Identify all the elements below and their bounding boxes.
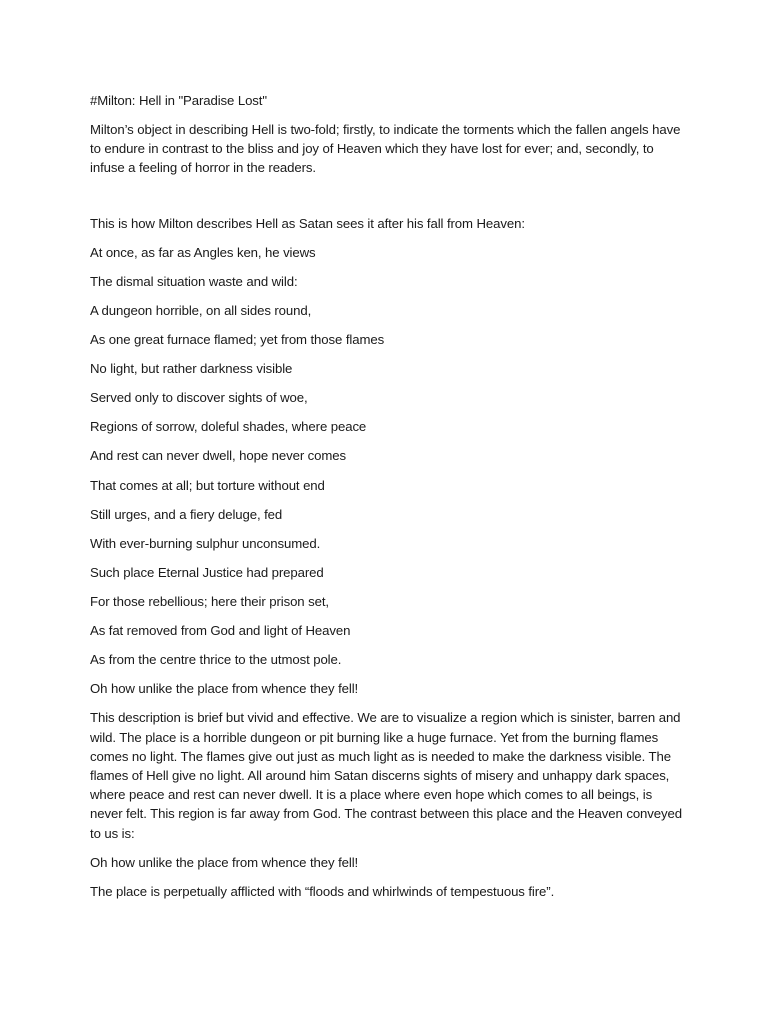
verse-line: That comes at all; but torture without end [90, 477, 325, 493]
verse-line: A dungeon horrible, on all sides round, [90, 303, 312, 318]
verse-line: Regions of sorrow, doleful shades, where peace [90, 419, 367, 435]
lead-paragraph: This is how Milton describes Hell as Satan sees it after his fall from Heaven: [90, 215, 525, 231]
verse-line: As from the centre thrice to the utmost pole. [90, 652, 342, 668]
verse-line: Such place Eternal Justice had prepared [90, 564, 324, 580]
verse-line: With ever-burning sulphur unconsumed. [90, 535, 321, 551]
verse-line: No light, but rather darkness visible [90, 361, 293, 377]
verse-line: As fat removed from God and light of Heaven [90, 623, 351, 639]
analysis-paragraph: This description is brief but vivid and effective. We are to visualize a region which is sinister, barren and wild. The place is a horrible dungeon or pit burning like a huge furnace. Yet from the burning flames comes no light. The flames give out just as much light as is needed to make the darkness visible. The flames of Hell give no light. All around him Satan discerns sights of misery and unhappy dark spaces, where peace and rest can never dwell. It is a place where even hope which comes to all beings, is never felt. This region is far away from God. The contrast between this place and the Heaven conveyed to us is: [90, 710, 682, 841]
document-page [90, 91, 682, 911]
verse-line: Served only to discover sights of woe, [90, 390, 308, 406]
intro-paragraph: Milton’s object in describing Hell is two-fold; firstly, to indicate the torments which the fallen angels have to endure in contrast to the bliss and joy of Heaven which they have lost for ever; and, secondly, to infuse a feeling of horror in the readers. [90, 122, 681, 176]
closing-paragraph: The place is perpetually afflicted with “floods and whirlwinds of tempestuous fire”. [90, 883, 555, 899]
document-heading: #Milton: Hell in "Paradise Lost" [90, 93, 267, 108]
verse-line: The dismal situation waste and wild: [90, 273, 298, 289]
repeated-verse-line: Oh how unlike the place from whence they fell! [90, 854, 359, 870]
verse-line: For those rebellious; here their prison set, [90, 593, 329, 609]
verse-line: And rest can never dwell, hope never comes [90, 448, 347, 464]
verse-line: As one great furnace flamed; yet from those flames [90, 332, 385, 348]
verse-line: Still urges, and a fiery deluge, fed [90, 506, 283, 522]
verse-line: At once, as far as Angles ken, he views [90, 244, 316, 260]
verse-line: Oh how unlike the place from whence they fell! [90, 681, 359, 697]
verse-quotation [90, 243, 682, 698]
